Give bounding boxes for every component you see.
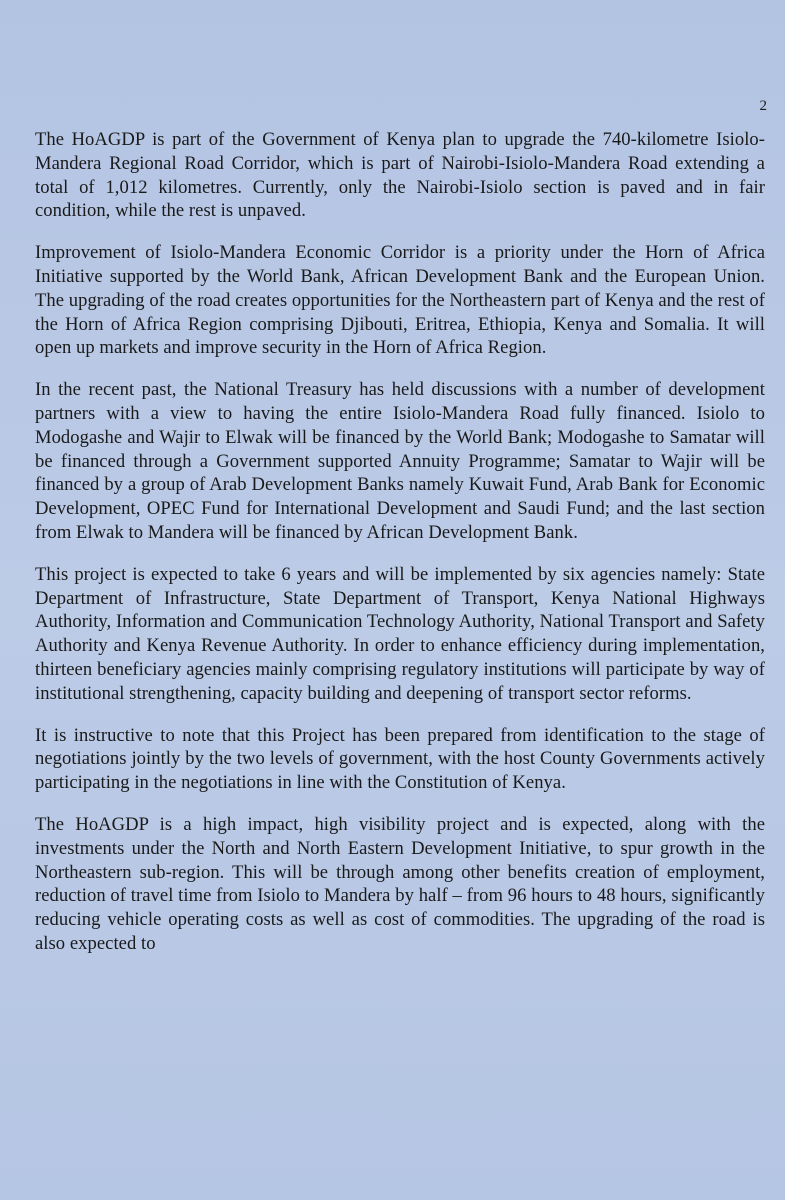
paragraph-4: This project is expected to take 6 years and will be implemented by six agencies namely: State Department of Infrastructure, State Department of Transport, Kenya National Highways Authority, Information and Communication Technology Authority, National Transport and Safety Authority and Kenya Revenue Authority. In order to enhance efficiency during implementation, thirteen beneficiary agencies mainly comprising regulatory institutions will participate by way of institutional strengthening, capacity building and deepening of transport sector reforms. — [35, 563, 765, 704]
paragraph-5: It is instructive to note that this Project has been prepared from identification to the stage of negotiations jointly by the two levels of government, with the host County Governments actively participating in the negotiations in line with the Constitution of Kenya. — [35, 724, 765, 794]
paragraph-1: The HoAGDP is part of the Government of Kenya plan to upgrade the 740-kilometre Isiolo-Mandera Regional Road Corridor, which is part of Nairobi-Isiolo-Mandera Road extending a total of 1,012 kilometres. Currently, only the Nairobi-Isiolo section is paved and in fair condition, while the rest is unpaved. — [35, 129, 765, 222]
page-number: 2 — [759, 98, 767, 114]
document-body — [35, 128, 765, 974]
paragraph-2: Improvement of Isiolo-Mandera Economic Corridor is a priority under the Horn of Africa Initiative supported by the World Bank, African Development Bank and the European Union. The upgrading of the road creates opportunities for the Northeastern part of Kenya and the rest of the Horn of Africa Region comprising Djibouti, Eritrea, Ethiopia, Kenya and Somalia. It will open up markets and improve security in the Horn of Africa Region. — [35, 242, 765, 359]
paragraph-3: In the recent past, the National Treasury has held discussions with a number of development partners with a view to having the entire Isiolo-Mandera Road fully financed. Isiolo to Modogashe and Wajir to Elwak will be financed by the World Bank; Modogashe to Samatar will be financed through a Government supported Annuity Programme; Samatar to Wajir will be financed by a group of Arab Development Banks namely Kuwait Fund, Arab Bank for Economic Development, OPEC Fund for International Development and Saudi Fund; and the last section from Elwak to Mandera will be financed by African Development Bank. — [35, 379, 765, 543]
paragraph-6: The HoAGDP is a high impact, high visibility project and is expected, along with the investments under the North and North Eastern Development Initiative, to spur growth in the Northeastern sub-region. This will be through among other benefits creation of employment, reduction of travel time from Isiolo to Mandera by half – from 96 hours to 48 hours, significantly reducing vehicle operating costs as well as cost of commodities. The upgrading of the road is also expected to — [35, 813, 765, 954]
